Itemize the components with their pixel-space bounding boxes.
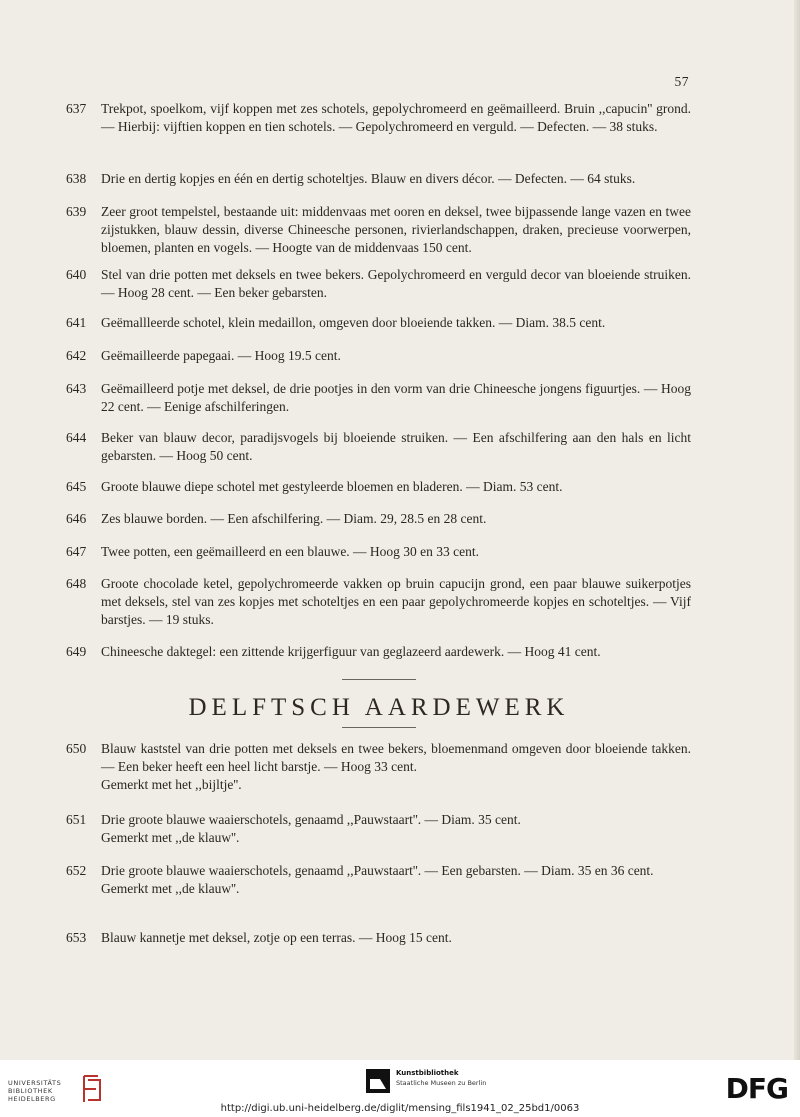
lot-number: 645	[66, 479, 87, 494]
lot-number: 651	[66, 812, 87, 827]
lot-description: Geëmallleerde schotel, klein medaillon, omgeven door bloeiende takken. — Diam. 38.5 cent.	[101, 315, 606, 330]
catalogue-entry	[66, 203, 691, 256]
kb-logo-title: Kunstbibliothek	[396, 1069, 459, 1077]
lot-description: Blauw kannetje met deksel, zotje op een terras. — Hoog 15 cent.	[101, 930, 452, 945]
catalogue-entry	[66, 811, 691, 847]
lot-description: Drie en dertig kopjes en één en dertig schoteltjes. Blauw en divers décor. — Defecten. — 64 stuks.	[101, 171, 636, 186]
catalogue-entry	[66, 862, 691, 898]
lot-number: 648	[66, 576, 87, 591]
lot-mark: Gemerkt met ,,de klauw''.	[101, 880, 240, 896]
section-heading: DELFTSCH AARDEWERK	[188, 694, 570, 721]
lot-description: Chineesche daktegel: een zittende krijgerfiguur van geglazeerd aardewerk. — Hoog 41 cent.	[101, 644, 601, 659]
lot-number: 641	[66, 315, 87, 330]
lot-description: Blauw kaststel van drie potten met deksels en twee bekers, bloemenmand omgeven door bloeiende takken. — Een beker heeft een heel licht barstje. — Hoog 33 cent.	[101, 741, 691, 774]
lot-number: 640	[66, 267, 87, 282]
section-rule-top	[342, 679, 416, 680]
logo-text-line: UNIVERSITÄTS	[8, 1079, 62, 1087]
lot-description: Drie groote blauwe waaierschotels, genaamd ,,Pauwstaart''. — Diam. 35 cent.	[101, 812, 521, 827]
catalogue-entry	[66, 100, 691, 136]
lot-description: Beker van blauw decor, paradijsvogels bij bloeiende struiken. — Een afschilfering aan den hals en licht gebarsten. — Hoog 50 cent.	[101, 430, 691, 463]
catalogue-entry	[66, 314, 691, 332]
catalogue-entry	[66, 510, 691, 528]
lot-description: Stel van drie potten met deksels en twee bekers. Gepolychromeerd en verguld decor van bloeiende struiken. — Hoog 28 cent. — Een beker gebarsten.	[101, 267, 691, 300]
catalogue-entry	[66, 347, 691, 365]
lot-number: 637	[66, 101, 87, 116]
lot-description: Drie groote blauwe waaierschotels, genaamd ,,Pauwstaart''. — Een gebarsten. — Diam. 35 en 36 cent.	[101, 863, 654, 878]
lot-number: 643	[66, 381, 87, 396]
lot-number: 650	[66, 741, 87, 756]
catalogue-entry	[66, 478, 691, 496]
page-number: 57	[674, 74, 689, 89]
catalogue-entry	[66, 170, 691, 188]
catalogue-entry	[66, 929, 691, 947]
kunstbibliothek-logo[interactable]	[366, 1069, 516, 1097]
lot-description: Groote blauwe diepe schotel met gestyleerde bloemen en bladeren. — Diam. 53 cent.	[101, 479, 563, 494]
lot-number: 647	[66, 544, 87, 559]
kb-logo-subtitle: Staatliche Museen zu Berlin	[396, 1079, 487, 1087]
heidelberg-library-logo[interactable]	[8, 1068, 108, 1106]
lot-mark: Gemerkt met het ,,bijltje''.	[101, 776, 242, 792]
lot-description: Trekpot, spoelkom, vijf koppen met zes schotels, gepolychromeerd en geëmailleerd. Bruin ,,capucin'' grond. — Hierbij: vijftien koppen en tien schotels. — Gepolychromeerd en verguld. — Defecten. — 38 stuks.	[101, 101, 691, 134]
lot-number: 646	[66, 511, 87, 526]
logo-text-line: HEIDELBERG	[8, 1095, 56, 1103]
lot-number: 652	[66, 863, 87, 878]
lot-mark: Gemerkt met ,,de klauw''.	[101, 829, 240, 845]
catalogue-entry	[66, 643, 691, 661]
lot-description: Twee potten, een geëmailleerd en een blauwe. — Hoog 30 en 33 cent.	[101, 544, 480, 559]
catalogue-entry	[66, 380, 691, 416]
lot-description: Groote chocolade ketel, gepolychromeerde vakken op bruin capucijn grond, een paar blauwe suikerpotjes met deksels, stel van zes kopjes met schoteltjes en een paar gepolychromeerde kopjes en schoteltjes. — Vijf barstjes. — 19 stuks.	[101, 576, 691, 627]
catalogue-entry	[66, 575, 691, 628]
catalogue-entry	[66, 543, 691, 561]
lot-description: Geëmailleerde papegaai. — Hoog 19.5 cent.	[101, 348, 341, 363]
lot-number: 644	[66, 430, 87, 445]
viewer-footer	[0, 1060, 800, 1117]
lot-description: Zeer groot tempelstel, bestaande uit: middenvaas met ooren en deksel, twee bijpassende lange vazen en twee zijstukken, blauw dessin, diverse Chineesche personen, rivierlandschappen, draken, precieuse voorwerpen, bloemen, planten en vogels. — Hoogte van de middenvaas 150 cent.	[101, 204, 691, 255]
lot-description: Geëmailleerd potje met deksel, de drie pootjes in den vorm van drie Chineesche jongens figuurtjes. — Hoog 22 cent. — Eenige afschilferingen.	[101, 381, 691, 414]
lot-number: 649	[66, 644, 87, 659]
kunstbibliothek-emblem-icon	[366, 1069, 390, 1093]
lot-description: Zes blauwe borden. — Een afschilfering. — Diam. 29, 28.5 en 28 cent.	[101, 511, 487, 526]
logo-text-line: BIBLIOTHEK	[8, 1087, 53, 1095]
section-rule-bottom	[342, 727, 416, 728]
page-edge-shadow	[794, 0, 800, 1060]
library-emblem-icon	[78, 1074, 104, 1104]
lot-number: 642	[66, 348, 87, 363]
catalogue-entry	[66, 266, 691, 302]
catalogue-entry	[66, 429, 691, 465]
lot-number: 638	[66, 171, 87, 186]
permalink-url[interactable]: http://digi.ub.uni-heidelberg.de/diglit/mensing_fils1941_02_25bd1/0063	[220, 1103, 580, 1114]
lot-number: 639	[66, 204, 87, 219]
dfg-logo[interactable]: DFG	[725, 1072, 788, 1105]
catalogue-entry	[66, 740, 691, 793]
lot-number: 653	[66, 930, 87, 945]
